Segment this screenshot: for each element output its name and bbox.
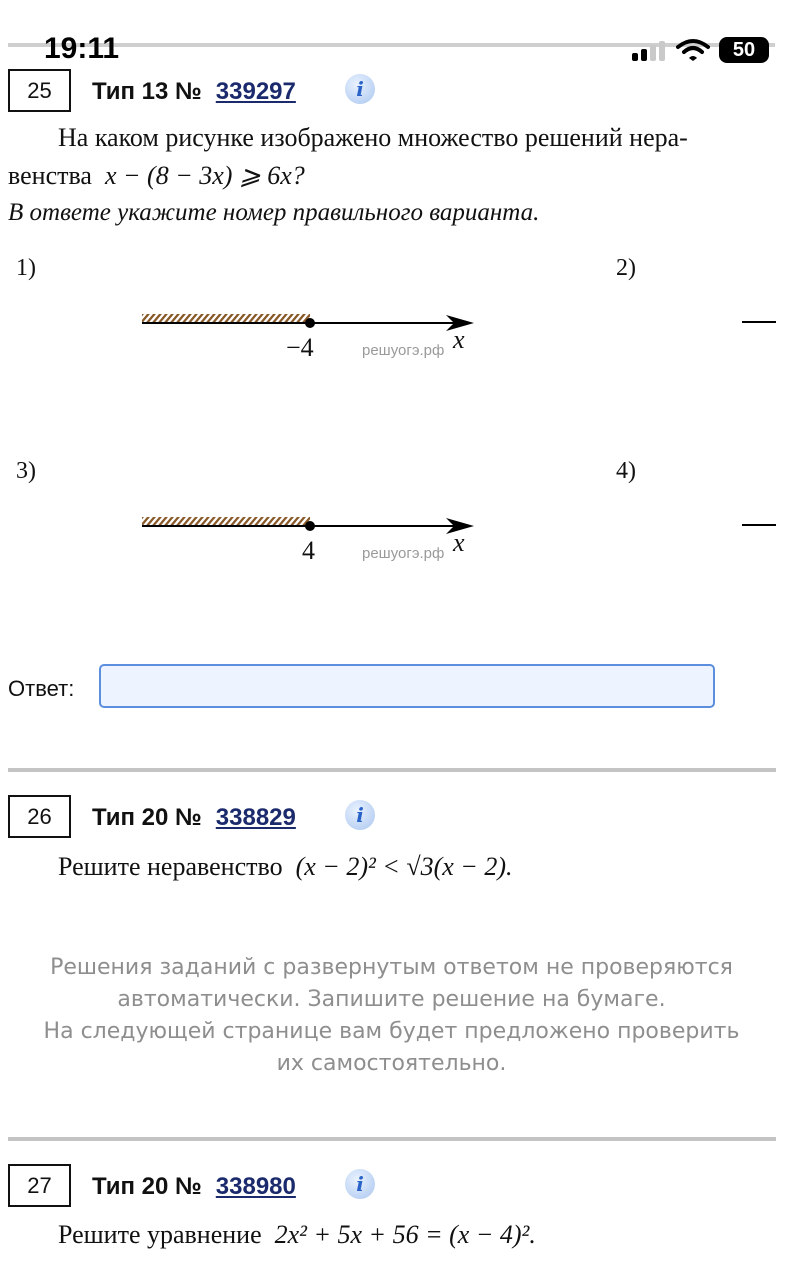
task-number: 27 [8,1164,71,1207]
info-icon[interactable]: i [345,800,375,830]
task-type-label: Тип 20 № [92,1173,202,1200]
filled-point [305,318,315,328]
manual-check-note [8,952,775,1080]
task-id-link[interactable]: 338980 [215,1173,296,1200]
filled-point [305,521,315,531]
wifi-icon [676,38,710,62]
note-line: их самостоятельно. [276,1051,507,1076]
task-type [92,804,296,832]
option-3-axis-label: x [453,528,465,557]
note-line: автоматически. Запишите решение на бумаге. [117,987,666,1012]
task-26-prompt: Решите неравенство [58,852,283,881]
task-number: 26 [8,795,71,838]
info-icon[interactable]: i [345,74,375,104]
task-26-inequality: (x − 2)² < √3(x − 2). [295,852,513,881]
watermark: решуогэ.рф [362,342,445,359]
battery-icon [719,37,769,63]
option-1-label: 1) [16,255,36,281]
section-divider [8,768,776,772]
task-25-text-word: венства [8,161,92,190]
hatch-region [142,314,310,323]
task-type [92,78,296,106]
task-27-header [8,1164,775,1208]
status-time: 19:11 [44,32,120,65]
task-27-equation: 2x² + 5x + 56 = (x − 4)². [274,1220,536,1249]
task-25-text-line1: На каком рисунке изображено множество решений нера- [58,123,688,152]
option-1-point-label: −4 [286,333,314,362]
task-26-text [58,852,513,882]
option-4-line-fragment [742,524,776,526]
task-number: 25 [8,69,71,112]
task-type-label: Тип 13 № [92,78,202,105]
task-type [92,1173,296,1201]
option-3-label: 3) [16,458,36,484]
task-26-header [8,795,775,839]
task-25-header [8,69,775,113]
task-25-instruction: В ответе укажите номер правильного варианта. [8,199,540,226]
battery-level: 50 [732,38,756,61]
task-25-inequality: x − (8 − 3x) ⩾ 6x? [104,161,305,190]
option-2-label: 2) [616,255,636,281]
signal-icon [632,41,672,61]
option-3-point-label: 4 [302,536,315,565]
note-line: Решения заданий с развернутым ответом не проверяются [50,955,733,980]
option-2-line-fragment [742,321,776,323]
info-icon[interactable]: i [345,1169,375,1199]
task-id-link[interactable]: 339297 [215,78,296,105]
watermark: решуогэ.рф [362,545,445,562]
task-27-prompt: Решите уравнение [58,1220,262,1249]
task-id-link[interactable]: 338829 [215,804,296,831]
answer-label: Ответ: [8,676,75,701]
answer-input[interactable] [99,664,715,708]
section-divider [8,1137,776,1141]
option-1-axis-label: x [453,325,465,354]
option-4-label: 4) [616,458,636,484]
hatch-region [142,517,310,526]
task-27-text [58,1220,536,1250]
task-type-label: Тип 20 № [92,804,202,831]
status-bar [0,0,805,65]
note-line: На следующей странице вам будет предложено проверить [43,1019,740,1044]
task-25-text-line2 [8,161,305,191]
